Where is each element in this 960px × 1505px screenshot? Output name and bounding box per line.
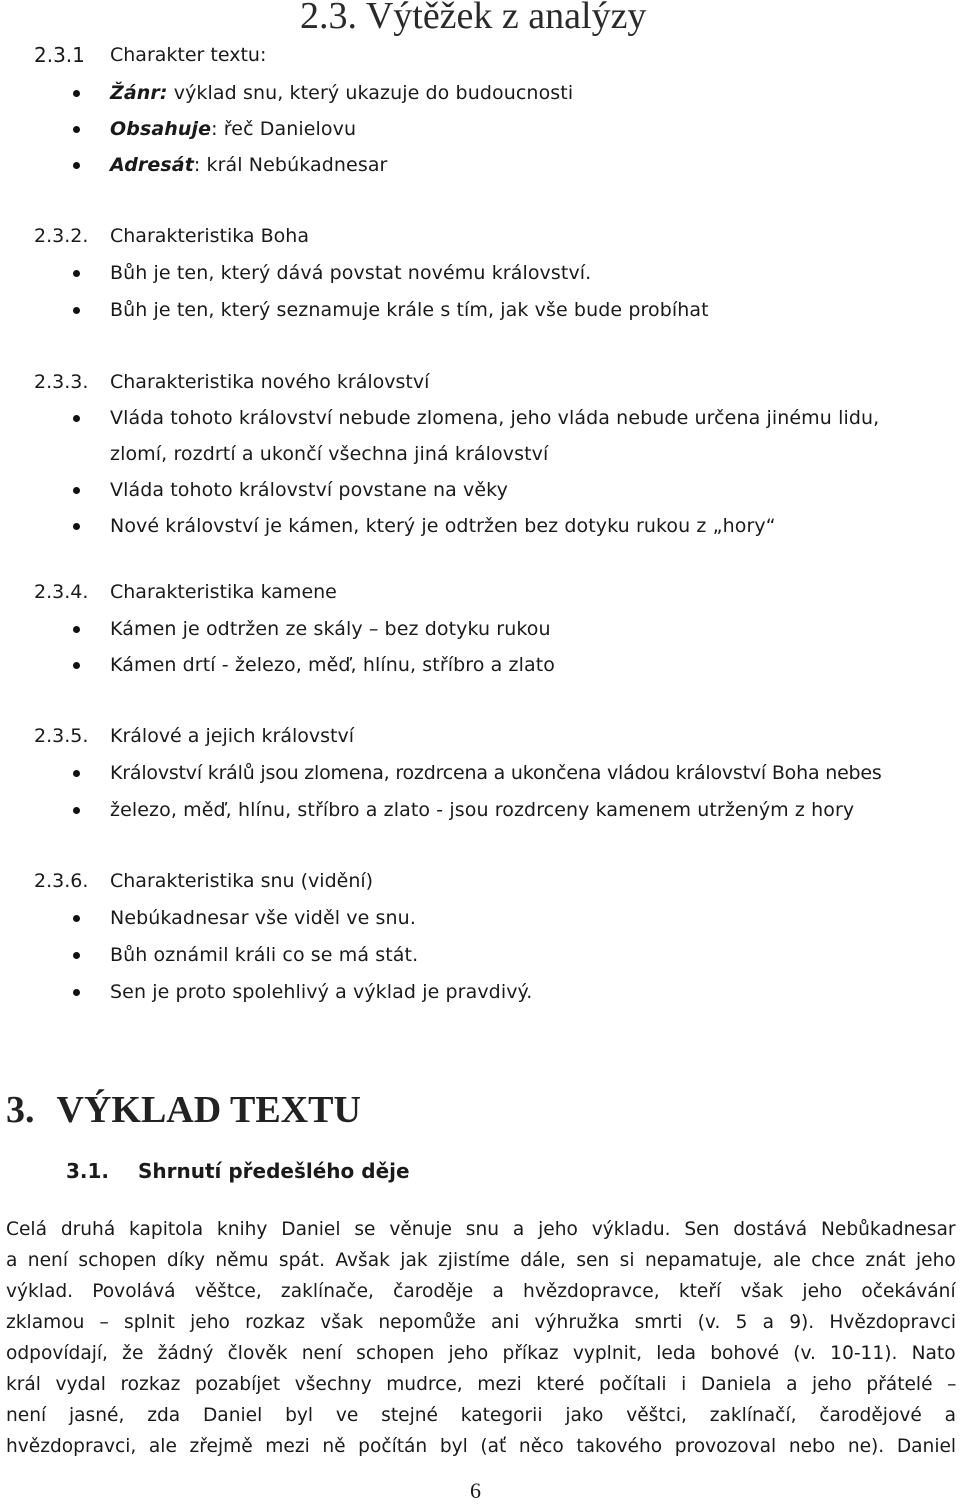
list-item: Obsahuje: řeč Danielovu (110, 118, 357, 140)
bullet (73, 626, 80, 633)
heading-label: Shrnutí předešlého děje (138, 1159, 410, 1183)
paragraph-line: zklamou – splnit jeho rozkaz však nepomůže ani výhružka smrti (v. 5 a 9). Hvězdopravci (6, 1312, 956, 1333)
bullet (73, 415, 80, 422)
heading-label: Charakter textu: (110, 44, 267, 66)
heading-label: Charakteristika snu (vidění) (110, 870, 374, 892)
list-item: Adresát: král Nebúkadnesar (110, 154, 388, 176)
bullet (73, 270, 80, 277)
list-item: Bůh je ten, který dává povstat novému království. (110, 262, 592, 284)
bullet (73, 307, 80, 314)
list-item: Bůh oznámil králi co se má stát. (110, 944, 419, 966)
bullet (73, 487, 80, 494)
bullet (73, 807, 80, 814)
heading-number: 2.3.3. (34, 371, 89, 393)
list-item-continuation: zlomí, rozdrtí a ukončí všechna jiná království (110, 443, 549, 465)
chapter-number: 3. (6, 1089, 35, 1131)
heading-number: 2.3.4. (34, 581, 89, 603)
list-item: Království králů jsou zlomena, rozdrcena a ukončena vládou království Boha nebes (110, 762, 882, 784)
list-item: Nové království je kámen, který je odtržen bez dotyku rukou z „hory“ (110, 515, 776, 537)
body-paragraph (6, 1214, 956, 1462)
list-item: Sen je proto spolehlivý a výklad je pravdivý. (110, 981, 533, 1003)
paragraph-line: král vydal rozkaz pozabíjet všechny mudrce, mezi které počítali i Daniela a jeho přátelé – (6, 1374, 957, 1395)
paragraph-line: odpovídají, že žádný člověk není schopen jeho příkaz vyplnit, leda bohové (v. 10-11). Nato (6, 1343, 956, 1364)
bullet (73, 770, 80, 777)
list-item: Kámen je odtržen ze skály – bez dotyku rukou (110, 618, 551, 640)
list-item: Nebúkadnesar vše viděl ve snu. (110, 907, 416, 929)
page-number: 6 (470, 1478, 481, 1503)
paragraph-line: výklad. Povolává věštce, zaklínače, čaroděje a hvězdopravce, kteří však jeho očekávání (6, 1281, 956, 1302)
paragraph-line: není jasné, zda Daniel byl ve stejné kategorii jako věštci, zaklínačí, čarodějové a (6, 1405, 956, 1426)
bullet (73, 662, 80, 669)
heading-number: 2.3.2. (34, 225, 89, 247)
bullet (73, 952, 80, 959)
list-item: Kámen drtí - železo, měď, hlínu, stříbro a zlato (110, 654, 556, 676)
heading-label: Králové a jejich království (110, 725, 355, 747)
list-item: železo, měď, hlínu, stříbro a zlato - jsou rozdrceny kamenem utrženým z hory (110, 799, 855, 821)
list-item: Vláda tohoto království povstane na věky (110, 479, 508, 501)
bullet (73, 162, 80, 169)
chapter-heading (6, 1087, 361, 1133)
paragraph-line: hvězdopravci, ale zřejmě mezi ně počítán byl (ať něco takového provozoval nebo ne). Daniel (6, 1436, 957, 1457)
chapter-title: VÝKLAD TEXTU (56, 1089, 361, 1131)
bullet (73, 90, 80, 97)
heading-number: 2.3.1 (34, 43, 85, 67)
list-item: Bůh je ten, který seznamuje krále s tím, jak vše bude probíhat (110, 299, 709, 321)
bullet (73, 915, 80, 922)
heading-label: Charakteristika kamene (110, 581, 337, 603)
heading-label: Charakteristika Boha (110, 225, 309, 247)
section-title: 2.3. Výtěžek z analýzy (300, 0, 647, 37)
heading-number: 3.1. (66, 1159, 110, 1183)
list-item: Vláda tohoto království nebude zlomena, jeho vláda nebude určena jinému lidu, (110, 407, 880, 429)
heading-label: Charakteristika nového království (110, 371, 430, 393)
bullet (73, 989, 80, 996)
bullet (73, 126, 80, 133)
bullet (73, 523, 80, 530)
heading-number: 2.3.6. (34, 870, 89, 892)
paragraph-line: a není schopen díky němu spát. Avšak jak zjistíme dále, sen si nepamatuje, ale chce znát jeho (6, 1250, 956, 1271)
heading-number: 2.3.5. (34, 725, 89, 747)
paragraph-line: Celá druhá kapitola knihy Daniel se věnuje snu a jeho výkladu. Sen dostává Nebůkadnesar (6, 1219, 956, 1240)
list-item: Žánr: výklad snu, který ukazuje do budoucnosti (110, 82, 574, 104)
